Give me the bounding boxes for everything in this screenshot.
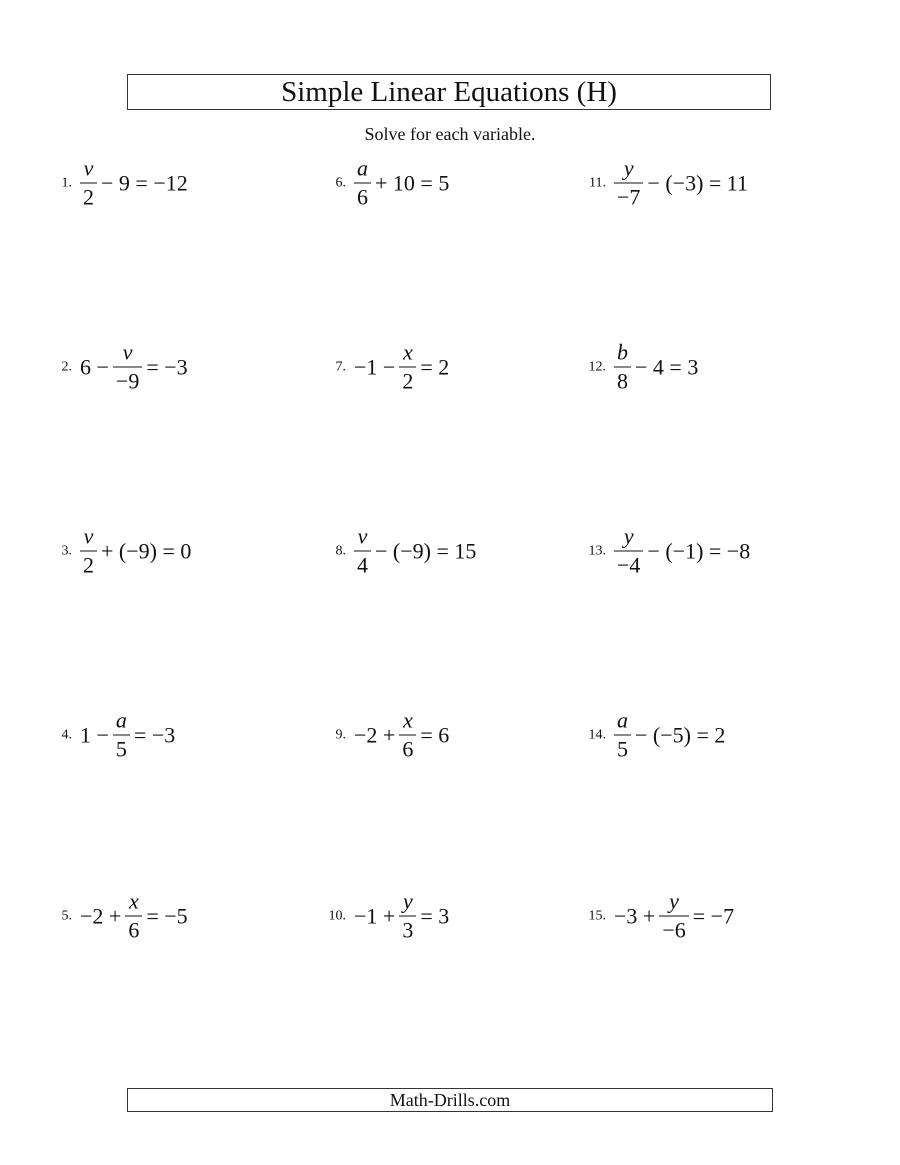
fraction [614,339,631,394]
fraction [80,155,97,210]
problem-number: 10. [328,908,346,923]
problem-number: 4. [61,727,72,742]
denominator: 2 [80,183,97,209]
equation-text: + 10 = 5 [375,170,450,195]
problem-number: 3. [61,543,72,558]
fraction [80,523,97,578]
equation-text: − (−5) = 2 [635,722,726,747]
denominator: −7 [614,183,643,209]
problem-12 [576,339,700,394]
fraction [614,523,643,578]
numerator: x [402,339,413,365]
problem-number: 12. [588,359,606,374]
fraction [399,707,416,762]
equation [612,888,736,943]
numerator: v [357,523,368,549]
denominator: −6 [659,916,688,942]
numerator: y [669,888,679,914]
equation [78,155,190,210]
fraction [614,707,631,762]
fraction [399,339,416,394]
numerator: a [357,155,368,181]
equation [78,339,190,394]
fraction [354,155,371,210]
denominator: 2 [80,551,97,577]
problem-13 [576,523,752,578]
denominator: 6 [354,183,371,209]
problem-number: 15. [588,908,606,923]
numerator: y [623,155,634,181]
equation-text: = 6 [420,722,450,747]
numerator: y [623,523,634,549]
numerator: v [83,523,94,549]
numerator: v [122,339,133,365]
equation [352,155,451,210]
problem-14 [576,707,727,762]
equation-text: = 3 [420,903,450,928]
fraction [354,523,371,578]
problem-number: 9. [335,727,346,742]
denominator: 3 [399,916,416,942]
equation-text: −1 − [354,354,396,379]
equation [352,339,451,394]
instructions: Solve for each variable. [364,124,536,144]
problem-number: 1. [61,175,72,190]
numerator: b [617,339,628,365]
problem-7 [316,339,451,394]
denominator: −4 [614,551,643,577]
equation [612,155,750,210]
equation-text: −3 + [614,903,656,928]
equation-text: − (−1) = −8 [647,538,751,563]
equation-text: −1 + [354,903,396,928]
title-text: Simple Linear Equations (H) [281,75,617,108]
numerator: y [402,888,413,914]
problem-5 [52,888,190,943]
equation-text: = −3 [146,354,188,379]
footer [127,1088,773,1112]
problem-8 [316,523,478,578]
denominator: 4 [354,551,371,577]
problem-number: 14. [588,727,606,742]
denominator: −9 [113,367,142,393]
problem-number: 13. [588,543,606,558]
equation [612,339,700,394]
equation [352,888,451,943]
problem-number: 2. [61,359,72,374]
denominator: 5 [113,735,130,761]
problem-4 [52,707,177,762]
equation-text: − (−9) = 15 [375,538,477,563]
equation [78,707,177,762]
equation [78,888,190,943]
denominator: 6 [399,735,416,761]
worksheet-title [127,74,771,110]
denominator: 8 [614,367,631,393]
problem-2 [52,339,190,394]
equation [612,707,727,762]
problem-3 [52,523,193,578]
equation-text: = −5 [146,903,188,928]
fraction [113,339,142,394]
problem-9 [316,707,451,762]
equation-text: = 2 [420,354,450,379]
equation-text: 6 − [80,354,109,379]
equation [78,523,193,578]
equation-text: + (−9) = 0 [101,538,192,563]
equation-text: − 9 = −12 [101,170,188,195]
numerator: x [128,888,139,914]
equation-text: −2 + [354,722,396,747]
fraction [113,707,130,762]
equation-text: = −7 [692,903,735,928]
fraction [125,888,142,943]
problem-1 [52,155,190,210]
equation-text: 1 − [80,722,109,747]
fraction [614,155,643,210]
fraction [659,888,688,943]
equation-text: −2 + [80,903,122,928]
denominator: 6 [125,916,142,942]
equation-text: − (−3) = 11 [647,170,748,195]
problem-number: 6. [335,175,346,190]
problem-number: 7. [335,359,346,374]
problem-10 [316,888,451,943]
problem-11 [576,155,750,210]
equation [612,523,752,578]
numerator: a [617,707,628,733]
equation-text: = −3 [133,722,176,747]
problem-15 [576,888,736,943]
numerator: a [115,707,127,733]
footer-text: Math-Drills.com [389,1089,511,1110]
problem-number: 8. [335,543,346,558]
numerator: x [402,707,413,733]
denominator: 5 [614,735,631,761]
problem-number: 11. [589,175,606,190]
equation [352,523,478,578]
equation-text: − 4 = 3 [635,354,699,379]
problem-6 [316,155,451,210]
denominator: 2 [399,367,416,393]
fraction [399,888,416,943]
numerator: v [83,155,94,181]
problem-number: 5. [61,908,72,923]
equation [352,707,451,762]
